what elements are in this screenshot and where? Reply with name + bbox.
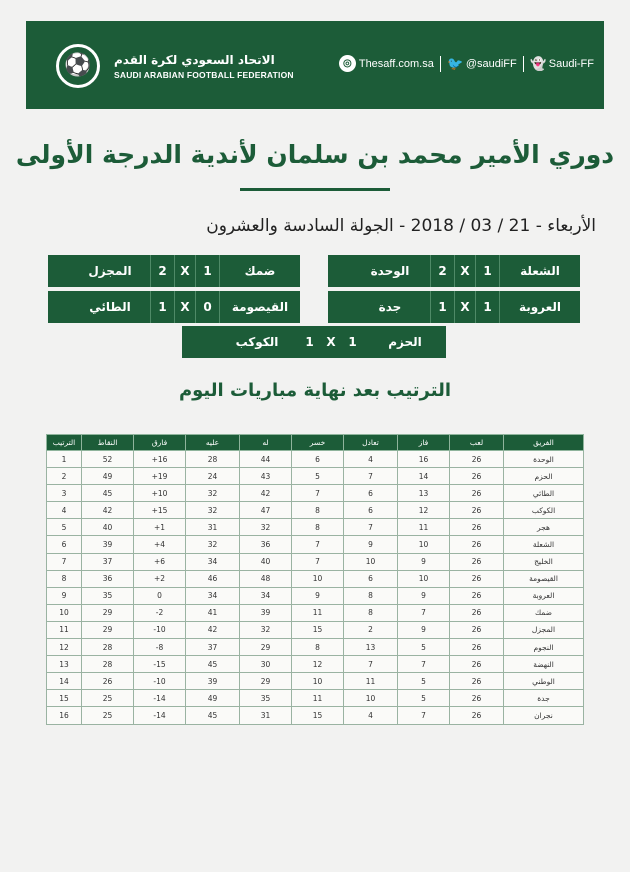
match-result [328, 291, 580, 323]
round-subtitle: الأربعاء - 21 / 03 / 2018 - الجولة السادسة والعشرون [206, 216, 596, 236]
stat-cell: 8 [292, 502, 344, 519]
stat-cell: 16 [398, 451, 450, 468]
stat-cell: 40 [240, 553, 292, 570]
stat-cell: 10 [398, 536, 450, 553]
social-links [339, 55, 594, 72]
stat-cell: 8- [134, 639, 186, 656]
team-name-cell: الوحدة [504, 451, 584, 468]
table-row [47, 536, 584, 553]
column-header: خسر [292, 435, 344, 451]
twitter-link[interactable]: 🐦 @saudiFF [447, 55, 517, 71]
team-name-cell: العروبة [504, 587, 584, 604]
away-team: الوحدة [370, 264, 410, 278]
stat-cell: 10 [344, 690, 398, 707]
stat-cell: 26 [450, 553, 504, 570]
stat-cell: 11 [292, 604, 344, 621]
stat-cell: 48 [240, 570, 292, 587]
stat-cell: 15 [47, 690, 82, 707]
home-team: ضمك [244, 264, 276, 278]
stat-cell: 8 [344, 604, 398, 621]
stat-cell: 9 [398, 587, 450, 604]
logo-text-english: SAUDI ARABIAN FOOTBALL FEDERATION [114, 69, 294, 80]
stat-cell: 9 [344, 536, 398, 553]
globe-icon: ◎ [339, 55, 356, 72]
stat-cell: 15 [292, 621, 344, 638]
stat-cell: 32 [240, 519, 292, 536]
stat-cell: 29 [82, 621, 134, 638]
table-row [47, 673, 584, 690]
divider [440, 56, 441, 72]
team-name-cell: نجران [504, 707, 584, 724]
team-name-cell: الكوكب [504, 502, 584, 519]
table-row [47, 604, 584, 621]
home-team: القيصومة [231, 300, 289, 314]
stat-cell: 12 [398, 502, 450, 519]
stat-cell: 3 [47, 485, 82, 502]
team-name-cell: الحزم [504, 468, 584, 485]
column-header: تعادل [344, 435, 398, 451]
stat-cell: 26 [450, 502, 504, 519]
logo-text-arabic: الاتحاد السعودي لكرة القدم [114, 52, 275, 67]
stat-cell: 37 [186, 639, 240, 656]
team-name-cell: الوطني [504, 673, 584, 690]
stat-cell: 34 [186, 587, 240, 604]
stat-cell: 4 [344, 707, 398, 724]
stat-cell: 10 [344, 553, 398, 570]
stat-cell: 31 [240, 707, 292, 724]
stat-cell: 10- [134, 673, 186, 690]
stat-cell: 11 [398, 519, 450, 536]
stat-cell: 35 [240, 690, 292, 707]
stat-cell: 14- [134, 690, 186, 707]
stat-cell: 6 [47, 536, 82, 553]
stat-cell: 13 [398, 485, 450, 502]
stat-cell: 2 [344, 621, 398, 638]
column-header: الفريق [504, 435, 584, 451]
stat-cell: 6 [344, 485, 398, 502]
stat-cell: 39 [186, 673, 240, 690]
team-name-cell: القيصومة [504, 570, 584, 587]
versus-mark: X [460, 300, 470, 314]
stat-cell: 8 [344, 587, 398, 604]
away-score: 1 [438, 300, 447, 314]
stat-cell: 6 [344, 502, 398, 519]
stat-cell: 6+ [134, 553, 186, 570]
stat-cell: 29 [82, 604, 134, 621]
stat-cell: 26 [450, 485, 504, 502]
stat-cell: 8 [292, 519, 344, 536]
standings-table [46, 434, 584, 725]
stat-cell: 16 [47, 707, 82, 724]
stat-cell: 14- [134, 707, 186, 724]
column-header: الترتيب [47, 435, 82, 451]
stat-cell: 26 [450, 451, 504, 468]
team-name-cell: المجزل [504, 621, 584, 638]
stat-cell: 5 [398, 673, 450, 690]
stat-cell: 34 [240, 587, 292, 604]
stat-cell: 5 [292, 468, 344, 485]
stat-cell: 46 [186, 570, 240, 587]
stat-cell: 32 [186, 485, 240, 502]
stat-cell: 0 [134, 587, 186, 604]
team-name-cell: النهضة [504, 656, 584, 673]
stat-cell: 24 [186, 468, 240, 485]
stat-cell: 9 [47, 587, 82, 604]
team-name-cell: النجوم [504, 639, 584, 656]
stat-cell: 6 [344, 570, 398, 587]
versus-mark: X [460, 264, 470, 278]
stat-cell: 26 [82, 673, 134, 690]
stat-cell: 42 [240, 485, 292, 502]
stat-cell: 10+ [134, 485, 186, 502]
home-score: 1 [348, 335, 357, 349]
stat-cell: 10 [292, 673, 344, 690]
home-score: 1 [483, 300, 492, 314]
stat-cell: 37 [82, 553, 134, 570]
stat-cell: 26 [450, 519, 504, 536]
team-name-cell: هجر [504, 519, 584, 536]
match-result [48, 291, 300, 323]
column-header: لعب [450, 435, 504, 451]
stat-cell: 7 [398, 604, 450, 621]
stat-cell: 49 [82, 468, 134, 485]
snapchat-link[interactable]: 👻 Saudi-FF [530, 55, 594, 71]
stat-cell: 11 [47, 621, 82, 638]
stat-cell: 14 [47, 673, 82, 690]
stat-cell: 34 [186, 553, 240, 570]
stat-cell: 10- [134, 621, 186, 638]
home-score: 0 [203, 300, 212, 314]
stat-cell: 28 [186, 451, 240, 468]
stat-cell: 2+ [134, 570, 186, 587]
match-result [182, 326, 446, 358]
stat-cell: 4 [47, 502, 82, 519]
stat-cell: 45 [186, 656, 240, 673]
table-row [47, 639, 584, 656]
stat-cell: 2- [134, 604, 186, 621]
stat-cell: 47 [240, 502, 292, 519]
stat-cell: 39 [82, 536, 134, 553]
stat-cell: 4+ [134, 536, 186, 553]
stat-cell: 11 [344, 673, 398, 690]
stat-cell: 12 [47, 639, 82, 656]
stat-cell: 16+ [134, 451, 186, 468]
away-team: الكوكب [235, 335, 279, 349]
stat-cell: 28 [82, 639, 134, 656]
stat-cell: 44 [240, 451, 292, 468]
stat-cell: 29 [240, 673, 292, 690]
stat-cell: 26 [450, 604, 504, 621]
stat-cell: 26 [450, 536, 504, 553]
stat-cell: 40 [82, 519, 134, 536]
away-team: جدة [378, 300, 402, 314]
stat-cell: 1+ [134, 519, 186, 536]
match-result [48, 255, 300, 287]
stat-cell: 26 [450, 468, 504, 485]
versus-mark: X [326, 335, 336, 349]
stat-cell: 45 [82, 485, 134, 502]
home-score: 1 [203, 264, 212, 278]
snapchat-icon: 👻 [530, 55, 547, 71]
stat-cell: 5 [47, 519, 82, 536]
team-name-cell: الخليج [504, 553, 584, 570]
versus-mark: X [180, 264, 190, 278]
home-team: العروبة [518, 300, 562, 314]
table-row [47, 570, 584, 587]
stat-cell: 26 [450, 639, 504, 656]
away-team: المجزل [88, 264, 132, 278]
stat-cell: 32 [186, 502, 240, 519]
table-row [47, 485, 584, 502]
stat-cell: 26 [450, 587, 504, 604]
twitter-icon: 🐦 [447, 55, 464, 71]
website-link[interactable]: ◎ Thesaff.com.sa [339, 55, 434, 72]
away-score: 2 [158, 264, 167, 278]
stat-cell: 11 [292, 690, 344, 707]
stat-cell: 39 [240, 604, 292, 621]
stat-cell: 35 [82, 587, 134, 604]
stat-cell: 49 [186, 690, 240, 707]
stat-cell: 10 [398, 570, 450, 587]
away-score: 2 [438, 264, 447, 278]
page-title: دوري الأمير محمد بن سلمان لأندية الدرجة الأولى [15, 140, 615, 169]
stat-cell: 10 [292, 570, 344, 587]
table-header-row [47, 435, 584, 451]
column-header: النقاط [82, 435, 134, 451]
table-row [47, 502, 584, 519]
column-header: له [240, 435, 292, 451]
title-underline [240, 188, 390, 191]
standings-title: الترتيب بعد نهاية مباريات اليوم [178, 380, 452, 401]
home-team: الشعلة [520, 264, 560, 278]
table-row [47, 451, 584, 468]
table-row [47, 690, 584, 707]
stat-cell: 2 [47, 468, 82, 485]
stat-cell: 26 [450, 621, 504, 638]
stat-cell: 31 [186, 519, 240, 536]
stat-cell: 15+ [134, 502, 186, 519]
stat-cell: 13 [344, 639, 398, 656]
stat-cell: 26 [450, 656, 504, 673]
versus-mark: X [180, 300, 190, 314]
stat-cell: 9 [292, 587, 344, 604]
stat-cell: 7 [398, 656, 450, 673]
stat-cell: 7 [344, 519, 398, 536]
stat-cell: 7 [344, 656, 398, 673]
stat-cell: 7 [292, 485, 344, 502]
stat-cell: 42 [82, 502, 134, 519]
table-row [47, 656, 584, 673]
table-row [47, 707, 584, 724]
stat-cell: 8 [292, 639, 344, 656]
stat-cell: 32 [186, 536, 240, 553]
stat-cell: 8 [47, 570, 82, 587]
stat-cell: 26 [450, 673, 504, 690]
stat-cell: 7 [47, 553, 82, 570]
football-icon: ⚽ [56, 44, 100, 88]
stat-cell: 28 [82, 656, 134, 673]
stat-cell: 52 [82, 451, 134, 468]
team-name-cell: الشعلة [504, 536, 584, 553]
stat-cell: 10 [47, 604, 82, 621]
stat-cell: 1 [47, 451, 82, 468]
stat-cell: 26 [450, 690, 504, 707]
stat-cell: 15 [292, 707, 344, 724]
stat-cell: 15- [134, 656, 186, 673]
team-name-cell: الطائي [504, 485, 584, 502]
table-row [47, 519, 584, 536]
team-name-cell: جدة [504, 690, 584, 707]
stat-cell: 5 [398, 639, 450, 656]
stat-cell: 26 [450, 570, 504, 587]
stat-cell: 7 [292, 553, 344, 570]
table-row [47, 587, 584, 604]
stat-cell: 7 [398, 707, 450, 724]
home-score: 1 [483, 264, 492, 278]
column-header: عليه [186, 435, 240, 451]
stat-cell: 4 [344, 451, 398, 468]
stat-cell: 26 [450, 707, 504, 724]
stat-cell: 5 [398, 690, 450, 707]
stat-cell: 25 [82, 707, 134, 724]
stat-cell: 7 [344, 468, 398, 485]
stat-cell: 36 [82, 570, 134, 587]
away-team: الطائي [89, 300, 131, 314]
table-row [47, 553, 584, 570]
stat-cell: 13 [47, 656, 82, 673]
away-score: 1 [305, 335, 314, 349]
stat-cell: 14 [398, 468, 450, 485]
stat-cell: 9 [398, 621, 450, 638]
stat-cell: 41 [186, 604, 240, 621]
column-header: فارق [134, 435, 186, 451]
header-banner [26, 21, 604, 109]
federation-logo [56, 44, 294, 88]
column-header: فاز [398, 435, 450, 451]
stat-cell: 12 [292, 656, 344, 673]
match-result [328, 255, 580, 287]
stat-cell: 32 [240, 621, 292, 638]
stat-cell: 42 [186, 621, 240, 638]
stat-cell: 30 [240, 656, 292, 673]
table-row [47, 621, 584, 638]
stat-cell: 25 [82, 690, 134, 707]
home-team: الحزم [388, 335, 422, 349]
stat-cell: 19+ [134, 468, 186, 485]
stat-cell: 6 [292, 451, 344, 468]
team-name-cell: ضمك [504, 604, 584, 621]
stat-cell: 29 [240, 639, 292, 656]
stat-cell: 9 [398, 553, 450, 570]
stat-cell: 7 [292, 536, 344, 553]
stat-cell: 43 [240, 468, 292, 485]
stat-cell: 45 [186, 707, 240, 724]
table-row [47, 468, 584, 485]
stat-cell: 36 [240, 536, 292, 553]
away-score: 1 [158, 300, 167, 314]
divider [523, 56, 524, 72]
